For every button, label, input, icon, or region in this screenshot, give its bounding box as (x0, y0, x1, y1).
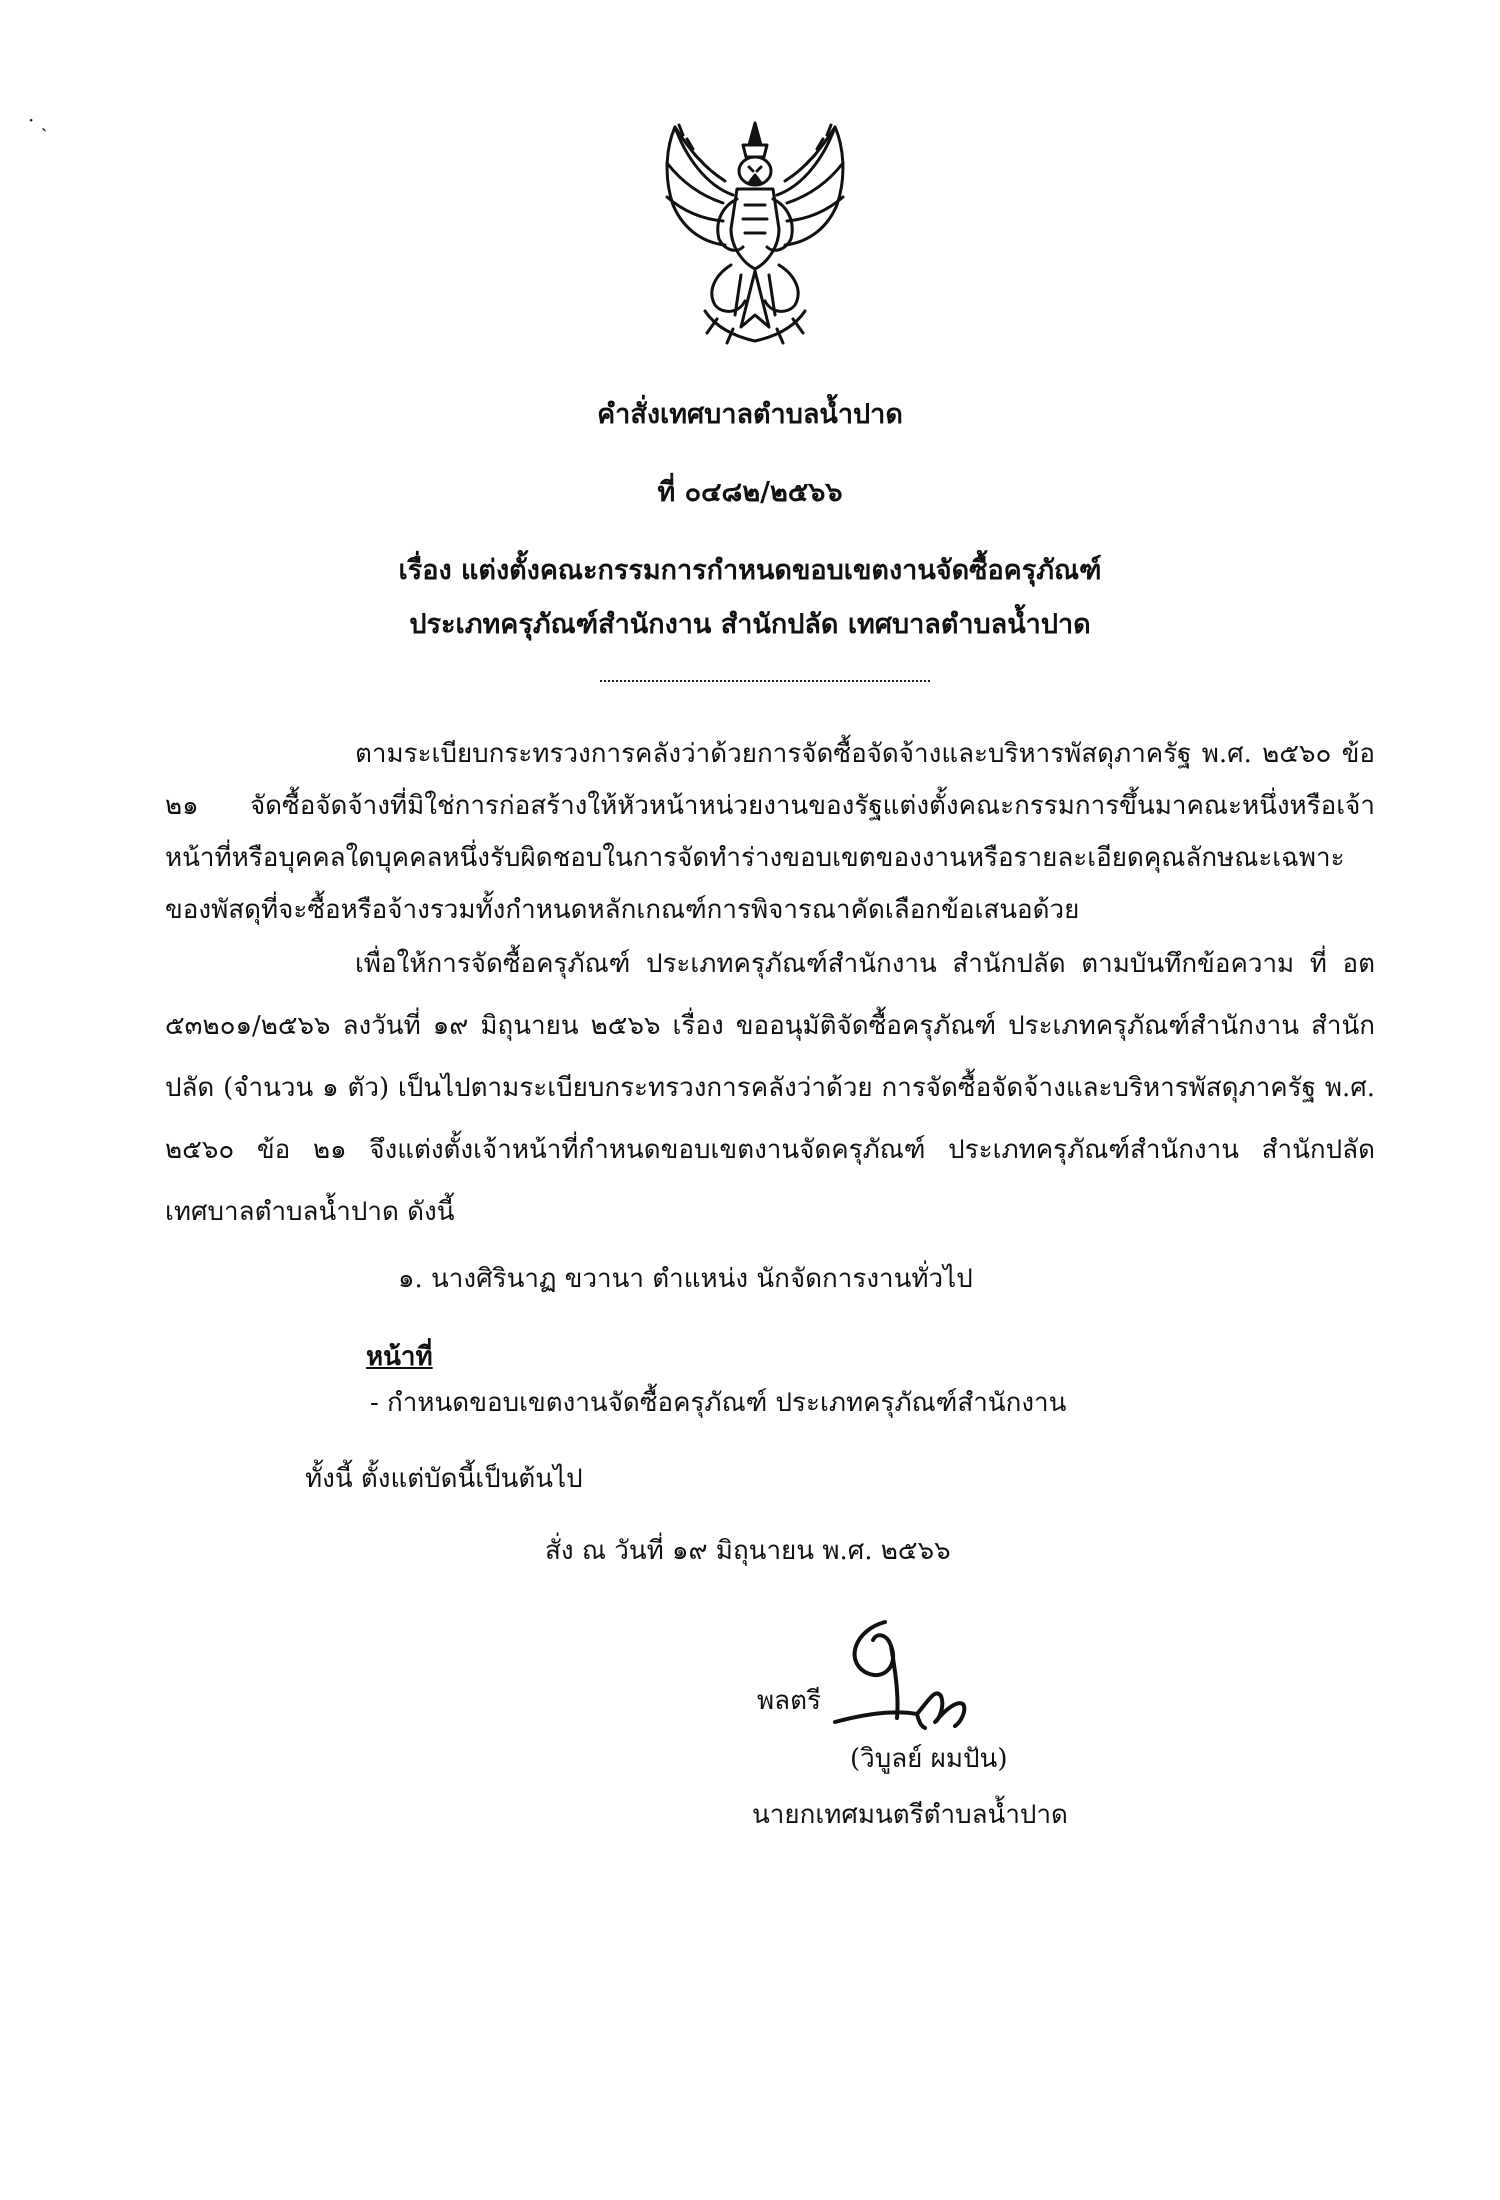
effective-statement: ทั้งนี้ ตั้งแต่บัดนี้เป็นต้นไป (305, 1464, 583, 1494)
subject-line-1: เรื่อง แต่งตั้งคณะกรรมการกำหนดขอบเขตงานจัดซื้อครุภัณฑ์ (398, 555, 1102, 586)
paragraph-regulation: ตามระเบียบกระทรวงการคลังว่าด้วยการจัดซื้อจัดจ้างและบริหารพัสดุภาครัฐ พ.ศ. ๒๕๖๐ ข้อ ๒๑ จัดซื้อจัดจ้างที่มิใช่การก่อสร้างให้หัวหน้าหน่วยงานของรัฐแต่งตั้งคณะกรรมการขึ้นมาคณะหนึ่งหรือเจ้าหน้าที่หรือบุคคลใดบุคคลหนึ่งรับผิดชอบในการจัดทำร่างขอบเขตของงานหรือรายละเอียดคุณลักษณะเฉพาะของพัสดุที่จะซื้อหรือจ้างรวมทั้งกำหนดหลักเกณฑ์การพิจารณาคัดเลือกข้อเสนอด้วย (165, 739, 1375, 925)
signer-name: (วิบูลย์ ผมปัน) (850, 1744, 1008, 1774)
divider-dotted (600, 680, 930, 682)
duty-item: - กำหนดขอบเขตงานจัดซื้อครุภัณฑ์ ประเภทครุภัณฑ์สำนักงาน (370, 1388, 1067, 1418)
garuda-emblem-icon (645, 115, 865, 347)
ordered-date: สั่ง ณ วันที่ ๑๙ มิถุนายน พ.ศ. ๒๕๖๖ (545, 1536, 951, 1566)
handwritten-signature (825, 1610, 995, 1740)
member-item: ๑. นางศิรินาฏ ขวานา ตำแหน่ง นักจัดการงานทั่วไป (398, 1264, 973, 1294)
scan-marks: · ˎ (28, 108, 48, 132)
order-title: คำสั่งเทศบาลตำบลน้ำปาด (597, 399, 903, 430)
subject-line-2: ประเภทครุภัณฑ์สำนักงาน สำนักปลัด เทศบาลตำบลน้ำปาด (409, 609, 1091, 640)
signer-position: นายกเทศมนตรีตำบลน้ำปาด (752, 1800, 1068, 1830)
signer-rank: พลตรี (757, 1686, 821, 1716)
duty-heading: หน้าที่ (366, 1342, 433, 1372)
paragraph-purpose: เพื่อให้การจัดซื้อครุภัณฑ์ ประเภทครุภัณฑ์สำนักงาน สำนักปลัด ตามบันทึกข้อความ ที่ อต ๕๓๒๐๑/๒๕๖๖ ลงวันที่ ๑๙ มิถุนายน ๒๕๖๖ เรื่อง ขออนุมัติจัดซื้อครุภัณฑ์ ประเภทครุภัณฑ์สำนักงาน สำนักปลัด (จำนวน ๑ ตัว) เป็นไปตามระเบียบกระทรวงการคลังว่าด้วย การจัดซื้อจัดจ้างและบริหารพัสดุภาครัฐ พ.ศ. ๒๕๖๐ ข้อ ๒๑ จึงแต่งตั้งเจ้าหน้าที่กำหนดขอบเขตงานจัดครุภัณฑ์ ประเภทครุภัณฑ์สำนักงาน สำนักปลัด เทศบาลตำบลน้ำปาด ดังนี้ (165, 949, 1375, 1227)
order-number: ที่ ๐๔๘๒/๒๕๖๖ (657, 477, 843, 508)
